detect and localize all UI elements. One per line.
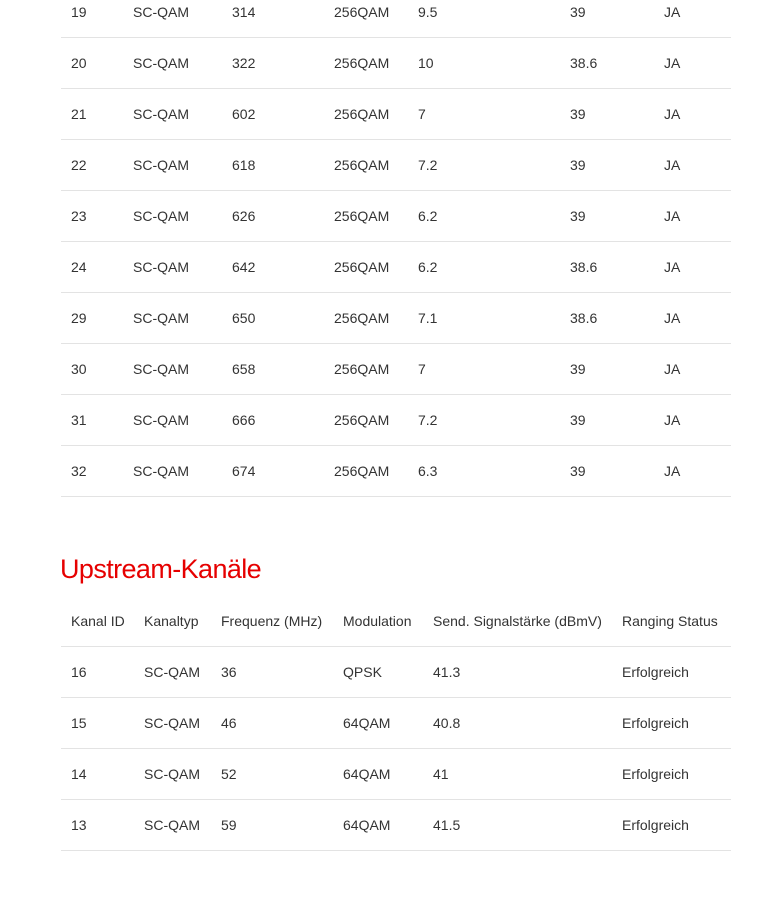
downstream-cell-snr: 10	[418, 55, 434, 71]
upstream-cell-ranging-status: Erfolgreich	[622, 715, 689, 731]
downstream-cell-channel-type: SC-QAM	[133, 361, 189, 377]
downstream-cell-power: 39	[570, 157, 586, 173]
downstream-cell-modulation: 256QAM	[334, 208, 390, 224]
downstream-cell-frequency: 322	[232, 55, 256, 71]
upstream-cell-channel-type: SC-QAM	[144, 664, 200, 680]
downstream-cell-channel-type: SC-QAM	[133, 259, 189, 275]
downstream-cell-channel-type: SC-QAM	[133, 310, 189, 326]
downstream-cell-channel-id: 24	[71, 259, 87, 275]
downstream-cell-locked: JA	[664, 463, 681, 479]
downstream-cell-frequency: 314	[232, 4, 256, 20]
table-row	[61, 293, 731, 344]
downstream-cell-channel-id: 23	[71, 208, 87, 224]
downstream-cell-power: 38.6	[570, 310, 598, 326]
table-row	[61, 38, 731, 89]
downstream-cell-frequency: 674	[232, 463, 256, 479]
downstream-cell-modulation: 256QAM	[334, 412, 390, 428]
upstream-cell-send-power: 40.8	[433, 715, 461, 731]
downstream-cell-snr: 6.3	[418, 463, 438, 479]
downstream-cell-power: 38.6	[570, 55, 598, 71]
downstream-cell-locked: JA	[664, 412, 681, 428]
downstream-cell-modulation: 256QAM	[334, 55, 390, 71]
table-row	[61, 89, 731, 140]
downstream-cell-snr: 7	[418, 106, 426, 122]
downstream-cell-power: 39	[570, 412, 586, 428]
downstream-cell-power: 39	[570, 208, 586, 224]
upstream-cell-send-power: 41.5	[433, 817, 461, 833]
downstream-cell-channel-id: 32	[71, 463, 87, 479]
upstream-cell-channel-id: 14	[71, 766, 87, 782]
table-row	[61, 344, 731, 395]
downstream-cell-power: 39	[570, 106, 586, 122]
header-send-power: Send. Signalstärke (dBmV)	[433, 613, 602, 629]
downstream-cell-modulation: 256QAM	[334, 361, 390, 377]
upstream-cell-ranging-status: Erfolgreich	[622, 817, 689, 833]
downstream-cell-modulation: 256QAM	[334, 310, 390, 326]
downstream-cell-snr: 7.2	[418, 157, 438, 173]
downstream-cell-channel-type: SC-QAM	[133, 55, 189, 71]
header-modulation: Modulation	[343, 613, 412, 629]
downstream-cell-locked: JA	[664, 259, 681, 275]
downstream-cell-locked: JA	[664, 310, 681, 326]
downstream-cell-modulation: 256QAM	[334, 157, 390, 173]
downstream-cell-frequency: 642	[232, 259, 256, 275]
downstream-cell-channel-id: 29	[71, 310, 87, 326]
downstream-cell-frequency: 626	[232, 208, 256, 224]
downstream-cell-frequency: 650	[232, 310, 256, 326]
header-channel-type: Kanaltyp	[144, 613, 199, 629]
downstream-cell-snr: 6.2	[418, 208, 438, 224]
downstream-cell-power: 39	[570, 361, 586, 377]
upstream-cell-modulation: 64QAM	[343, 715, 391, 731]
table-row	[61, 647, 731, 698]
downstream-cell-snr: 9.5	[418, 4, 438, 20]
downstream-cell-channel-id: 21	[71, 106, 87, 122]
downstream-cell-modulation: 256QAM	[334, 106, 390, 122]
upstream-table	[61, 596, 731, 851]
table-row	[61, 395, 731, 446]
downstream-cell-snr: 7.2	[418, 412, 438, 428]
upstream-cell-channel-id: 16	[71, 664, 87, 680]
upstream-cell-ranging-status: Erfolgreich	[622, 664, 689, 680]
header-channel-id: Kanal ID	[71, 613, 125, 629]
table-row	[61, 140, 731, 191]
downstream-cell-modulation: 256QAM	[334, 463, 390, 479]
downstream-cell-snr: 7.1	[418, 310, 438, 326]
upstream-cell-frequency: 36	[221, 664, 237, 680]
upstream-cell-modulation: 64QAM	[343, 766, 391, 782]
table-row	[61, 698, 731, 749]
downstream-cell-locked: JA	[664, 106, 681, 122]
downstream-cell-channel-type: SC-QAM	[133, 157, 189, 173]
table-row	[61, 0, 731, 38]
table-row	[61, 446, 731, 497]
header-ranging-status: Ranging Status	[622, 613, 718, 629]
upstream-table-header	[61, 596, 731, 647]
upstream-cell-ranging-status: Erfolgreich	[622, 766, 689, 782]
upstream-cell-channel-id: 15	[71, 715, 87, 731]
downstream-cell-power: 39	[570, 4, 586, 20]
upstream-cell-send-power: 41.3	[433, 664, 461, 680]
downstream-table	[61, 0, 731, 497]
table-row	[61, 242, 731, 293]
upstream-cell-modulation: 64QAM	[343, 817, 391, 833]
upstream-cell-send-power: 41	[433, 766, 449, 782]
upstream-section-title: Upstream-Kanäle	[60, 554, 262, 584]
downstream-cell-channel-type: SC-QAM	[133, 412, 189, 428]
table-row	[61, 749, 731, 800]
upstream-cell-frequency: 46	[221, 715, 237, 731]
downstream-cell-channel-type: SC-QAM	[133, 4, 189, 20]
downstream-cell-locked: JA	[664, 4, 681, 20]
table-row	[61, 191, 731, 242]
downstream-cell-locked: JA	[664, 55, 681, 71]
header-frequency: Frequenz (MHz)	[221, 613, 323, 629]
downstream-cell-snr: 6.2	[418, 259, 438, 275]
downstream-cell-snr: 7	[418, 361, 426, 377]
downstream-cell-power: 38.6	[570, 259, 598, 275]
downstream-cell-channel-id: 30	[71, 361, 87, 377]
upstream-cell-channel-type: SC-QAM	[144, 766, 200, 782]
downstream-cell-frequency: 666	[232, 412, 256, 428]
downstream-cell-channel-type: SC-QAM	[133, 106, 189, 122]
table-row	[61, 800, 731, 851]
downstream-cell-channel-id: 19	[71, 4, 87, 20]
downstream-cell-channel-type: SC-QAM	[133, 208, 189, 224]
upstream-cell-channel-type: SC-QAM	[144, 715, 200, 731]
downstream-cell-channel-id: 20	[71, 55, 87, 71]
downstream-cell-modulation: 256QAM	[334, 259, 390, 275]
downstream-cell-locked: JA	[664, 157, 681, 173]
upstream-cell-frequency: 52	[221, 766, 237, 782]
upstream-cell-channel-id: 13	[71, 817, 87, 833]
downstream-cell-channel-id: 22	[71, 157, 87, 173]
downstream-cell-frequency: 618	[232, 157, 256, 173]
downstream-cell-locked: JA	[664, 208, 681, 224]
downstream-cell-frequency: 658	[232, 361, 256, 377]
downstream-cell-locked: JA	[664, 361, 681, 377]
upstream-cell-channel-type: SC-QAM	[144, 817, 200, 833]
downstream-cell-channel-type: SC-QAM	[133, 463, 189, 479]
upstream-cell-modulation: QPSK	[343, 664, 382, 680]
downstream-cell-frequency: 602	[232, 106, 256, 122]
downstream-cell-power: 39	[570, 463, 586, 479]
downstream-cell-channel-id: 31	[71, 412, 87, 428]
upstream-cell-frequency: 59	[221, 817, 237, 833]
downstream-cell-modulation: 256QAM	[334, 4, 390, 20]
